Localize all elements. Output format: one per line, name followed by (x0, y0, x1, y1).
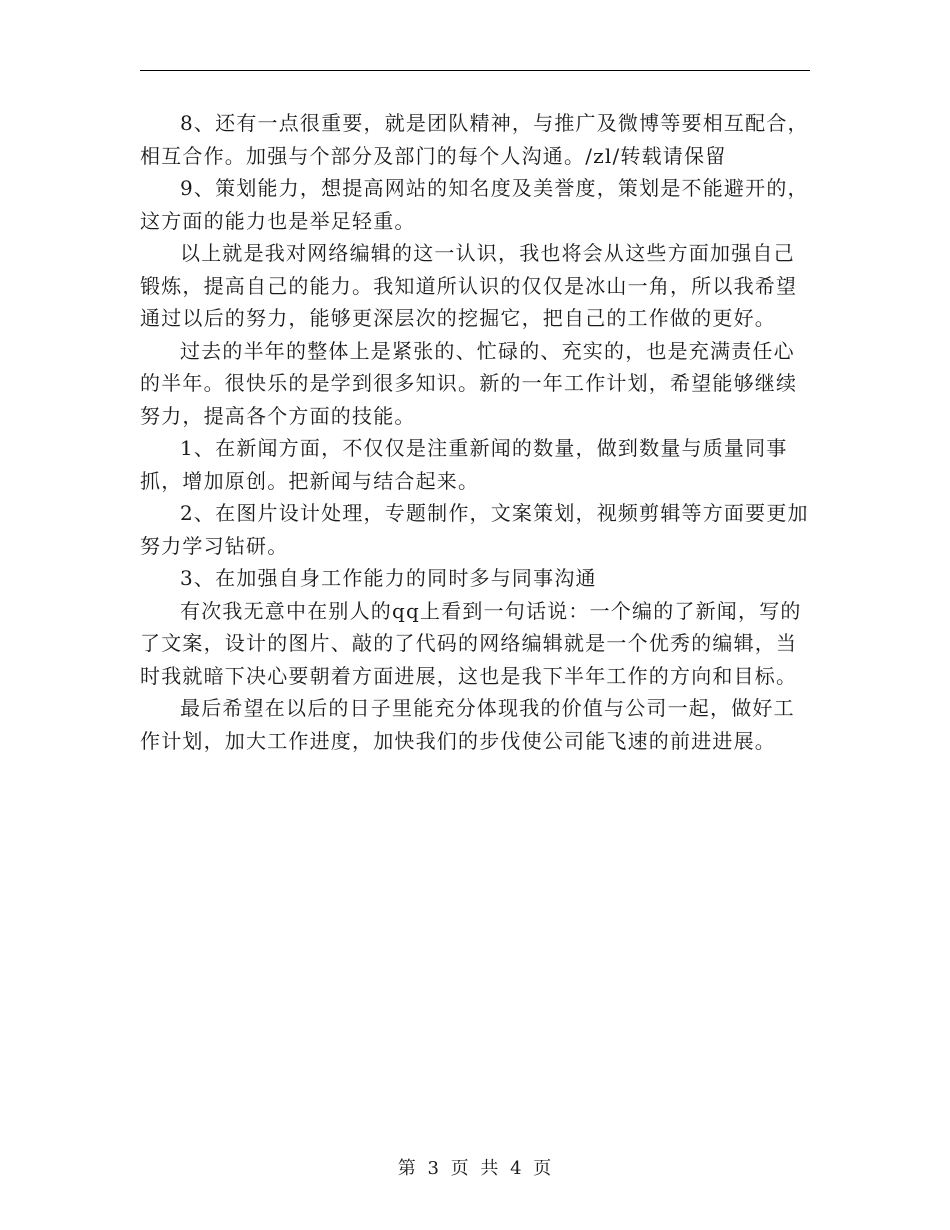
page-number: 第 3 页 共 4 页 (397, 1158, 553, 1179)
paragraph: 最后希望在以后的日子里能充分体现我的价值与公司一起，做好工作计划，加大工作进度，加快我们的步伐使公司能飞速的前进进展。 (140, 696, 795, 753)
paragraph: 以上就是我对网络编辑的这一认识，我也将会从这些方面加强自己锻炼，提高自己的能力。我知道所认识的仅仅是冰山一角，所以我希望通过以后的努力，能够更深层次的挖掘它，把自己的工作做的更好。 (140, 241, 798, 330)
paragraph: 过去的半年的整体上是紧张的、忙碌的、充实的，也是充满责任心的半年。很快乐的是学到很多知识。新的一年工作计划，希望能够继续努力，提高各个方面的技能。 (140, 338, 798, 428)
paragraph: 有次我无意中在别人的qq上看到一句话说：一个编的了新闻，写的了文案，设计的图片、敲的了代码的网络编辑就是一个优秀的编辑，当时我就暗下决心要朝着方面进展，这也是我下半年工作的方向和目标。 (140, 598, 802, 688)
document-body (140, 107, 812, 757)
paragraph: 3、在加强自身工作能力的同时多与同事沟通 (180, 566, 597, 590)
paragraph: 2、在图片设计处理，专题制作，文案策划，视频剪辑等方面要更加努力学习钻研。 (140, 501, 809, 558)
header-rule (140, 70, 810, 71)
paragraph: 9、策划能力，想提高网站的知名度及美誉度，策划是不能避开的，这方面的能力也是举足轻重。 (140, 176, 809, 233)
paragraph: 1、在新闻方面，不仅仅是注重新闻的数量，做到数量与质量同事抓，增加原创。把新闻与结合起来。 (140, 436, 788, 493)
paragraph: 8、还有一点很重要，就是团队精神，与推广及微博等要相互配合，相互合作。加强与个部分及部门的每个人沟通。/zl/转载请保留 (140, 111, 809, 168)
